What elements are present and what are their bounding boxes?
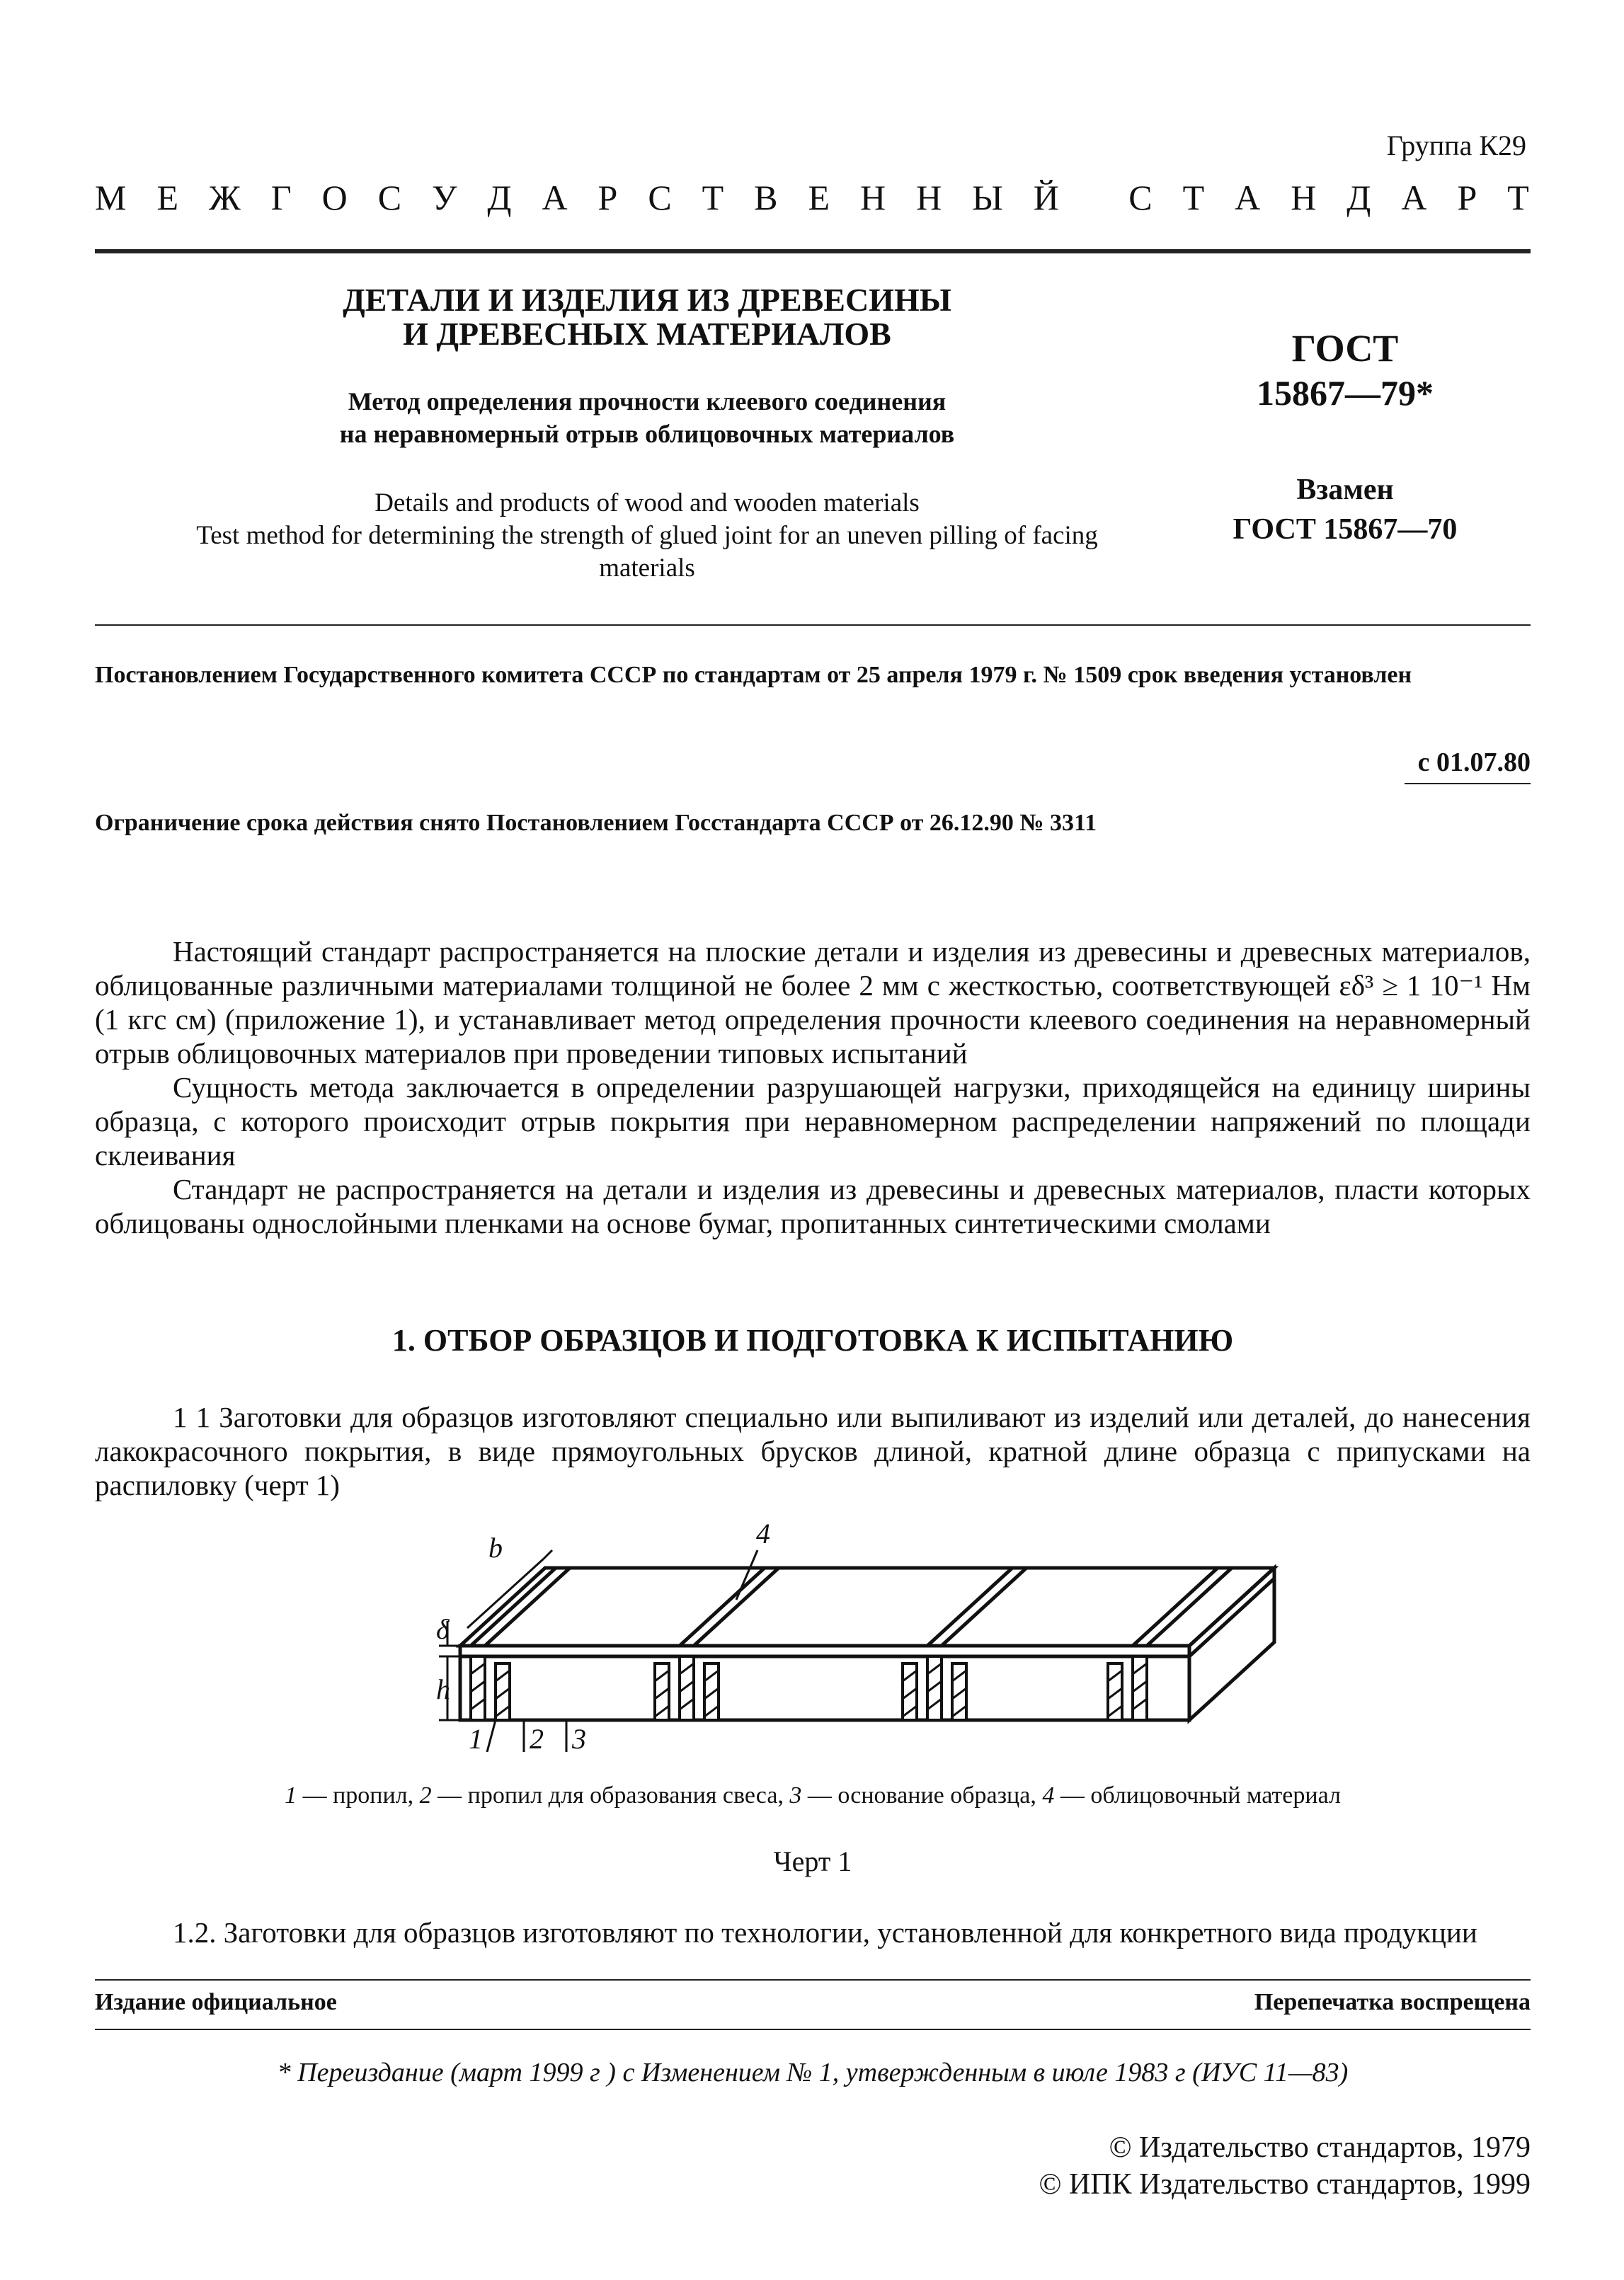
heading-letter: Р bbox=[1457, 178, 1477, 217]
title-rule bbox=[95, 624, 1531, 626]
title-ru-line2: И ДРЕВЕСНЫХ МАТЕРИАЛОВ bbox=[403, 316, 891, 352]
heading-letter: Е bbox=[808, 178, 830, 217]
label-4: 4 bbox=[756, 1518, 770, 1549]
official-edition: Издание официальное bbox=[95, 1989, 337, 2015]
reprint-note: * Переиздание (март 1999 г ) с Изменением № 1, утвержденным в июле 1983 г (ИУС 11—83) bbox=[277, 2058, 1349, 2087]
caption-text-2: — пропил для образования свеса, bbox=[431, 1782, 790, 1809]
heading-letter: С bbox=[1128, 178, 1153, 217]
cut-group-1 bbox=[471, 1656, 510, 1720]
heading-letter: О bbox=[321, 178, 348, 217]
gost-block bbox=[1203, 326, 1487, 551]
replace-label: Взамен bbox=[1296, 474, 1394, 506]
heading-letter: С bbox=[648, 178, 672, 217]
heading-letter: А bbox=[542, 178, 568, 217]
section-1-paragraph-2 bbox=[95, 1915, 1531, 1949]
heading-letter: Н bbox=[860, 178, 886, 217]
caption-num-3: 3 bbox=[789, 1782, 802, 1809]
subtitle-line1: Метод определения прочности клеевого соединения bbox=[348, 387, 947, 416]
caption-text-1: — пропил, bbox=[297, 1782, 420, 1809]
heading-letter: Д bbox=[1346, 178, 1371, 217]
decree-text: Постановлением Государственного комитета СССР по стандартам от 25 апреля 1979 г. № 1509 срок введения установлен bbox=[95, 662, 1412, 688]
label-2: 2 bbox=[530, 1723, 544, 1755]
introduction-date: с 01.07.80 bbox=[1417, 747, 1531, 777]
clause-1-1: 1 1 Заготовки для образцов изготовляют специально или выпиливают из изделий или деталей, до нанесения лакокрасочного покрытия, в виде прямоугольных брусков длиной, кратной длине образца с припусками на распиловку (черт 1) bbox=[95, 1401, 1531, 1501]
title-block bbox=[95, 283, 1199, 585]
heading-letter: В bbox=[754, 178, 778, 217]
title-en-line1: Details and products of wood and wooden materials bbox=[374, 488, 920, 517]
heading-letter: У bbox=[432, 178, 457, 217]
caption-num-1: 1 bbox=[285, 1782, 297, 1809]
cut-group-2 bbox=[655, 1656, 719, 1720]
title-en-line3: materials bbox=[599, 554, 695, 583]
label-b: b bbox=[488, 1532, 503, 1564]
group-label: Группа К29 bbox=[1386, 130, 1526, 161]
title-en bbox=[95, 487, 1199, 585]
footer-rule-bottom bbox=[95, 2029, 1531, 2030]
heading-letter: Т bbox=[1507, 178, 1529, 217]
heading-letter: Н bbox=[916, 178, 942, 217]
clause-1-2: 1.2. Заготовки для образцов изготовляют по технологии, установленной для конкретного вида продукции bbox=[173, 1916, 1477, 1949]
paragraph-exclusion: Стандарт не распространяется на детали и изделия из древесины и древесных материалов, пласти которых облицованы однослойными пленками на основе бумаг, пропитанных синтетическими смолами bbox=[95, 1173, 1531, 1239]
caption-num-4: 4 bbox=[1042, 1782, 1055, 1809]
caption-text-4: — облицовочный материал bbox=[1054, 1782, 1341, 1809]
restriction-text: Ограничение срока действия снято Постановлением Госстандарта СССР от 26.12.90 № 3311 bbox=[95, 810, 1097, 836]
title-ru-line1: ДЕТАЛИ И ИЗДЕЛИЯ ИЗ ДРЕВЕСИНЫ bbox=[343, 282, 951, 318]
heading-letter: М bbox=[95, 178, 127, 217]
paragraph-essence: Сущность метода заключается в определении разрушающей нагрузки, приходящейся на единицу ширины образца, с которого происходит отрыв покрытия при неравномерном распределении напряжений по площади склеивания bbox=[95, 1071, 1531, 1171]
heading-letter: Р bbox=[597, 178, 618, 217]
copyright-1999: © ИПК Издательство стандартов, 1999 bbox=[1039, 2168, 1531, 2201]
subtitle-ru bbox=[95, 385, 1199, 450]
heading-letter: А bbox=[1401, 178, 1427, 217]
gost-label: ГОСТ bbox=[1291, 327, 1399, 370]
date-underline bbox=[1405, 783, 1531, 784]
standard-type-heading bbox=[95, 177, 1529, 218]
paragraph-scope: Настоящий стандарт распространяется на плоские детали и изделия из древесины и древесных материалов, облицованные различными материалами толщиной не более 2 мм с жесткостью, соответствующей εδ³ ≥ 1 10⁻¹ Нм (1 кгс см) (приложение 1), и устанавливает метод определения прочности клеевого соединения на неравномерный отрыв облицовочных материалов при проведении типовых испытаний bbox=[95, 935, 1531, 1070]
subtitle-line2: на неравномерный отрыв облицовочных материалов bbox=[339, 420, 955, 448]
label-1: 1 bbox=[469, 1723, 483, 1755]
title-en-line2: Test method for determining the strength of glued joint for an uneven pilling of facing bbox=[196, 521, 1098, 550]
cut-group-4 bbox=[1108, 1656, 1147, 1720]
heading-letter: С bbox=[377, 178, 402, 217]
heading-letter: Д bbox=[487, 178, 512, 217]
label-delta: δ bbox=[436, 1613, 450, 1645]
heading-letter: Т bbox=[702, 178, 724, 217]
heading-letter: Й bbox=[1033, 178, 1059, 217]
section-1-heading: 1. ОТБОР ОБРАЗЦОВ И ПОДГОТОВКА К ИСПЫТАНИЮ bbox=[391, 1323, 1234, 1358]
figure-caption bbox=[95, 1782, 1531, 1809]
reprint-prohibited: Перепечатка воспрещена bbox=[1254, 1989, 1531, 2015]
heading-letter: Г bbox=[270, 178, 292, 217]
heading-letter: А bbox=[1235, 178, 1261, 217]
label-h: h bbox=[436, 1673, 450, 1705]
heading-letter: Ы bbox=[972, 178, 1003, 217]
figure-title: Черт 1 bbox=[773, 1845, 852, 1877]
caption-text-3: — основание образца, bbox=[801, 1782, 1043, 1809]
label-3: 3 bbox=[572, 1723, 586, 1755]
figure-specimen-drawing bbox=[436, 1515, 1274, 1755]
heading-gap bbox=[1090, 177, 1099, 218]
header-rule bbox=[95, 249, 1531, 253]
copyright-1979: © Издательство стандартов, 1979 bbox=[1109, 2131, 1531, 2164]
heading-letter: Е bbox=[156, 178, 178, 217]
heading-letter: Т bbox=[1182, 178, 1205, 217]
heading-letter: Н bbox=[1291, 178, 1317, 217]
section-1-paragraph-1 bbox=[95, 1400, 1531, 1502]
replace-number: ГОСТ 15867—70 bbox=[1233, 513, 1458, 546]
cut-group-3 bbox=[903, 1656, 966, 1720]
footer-rule-top bbox=[95, 1979, 1531, 1981]
intro-paragraphs bbox=[95, 934, 1531, 1240]
caption-num-2: 2 bbox=[419, 1782, 432, 1809]
gost-number: 15867—79* bbox=[1257, 373, 1434, 413]
heading-letter: Ж bbox=[208, 178, 241, 217]
